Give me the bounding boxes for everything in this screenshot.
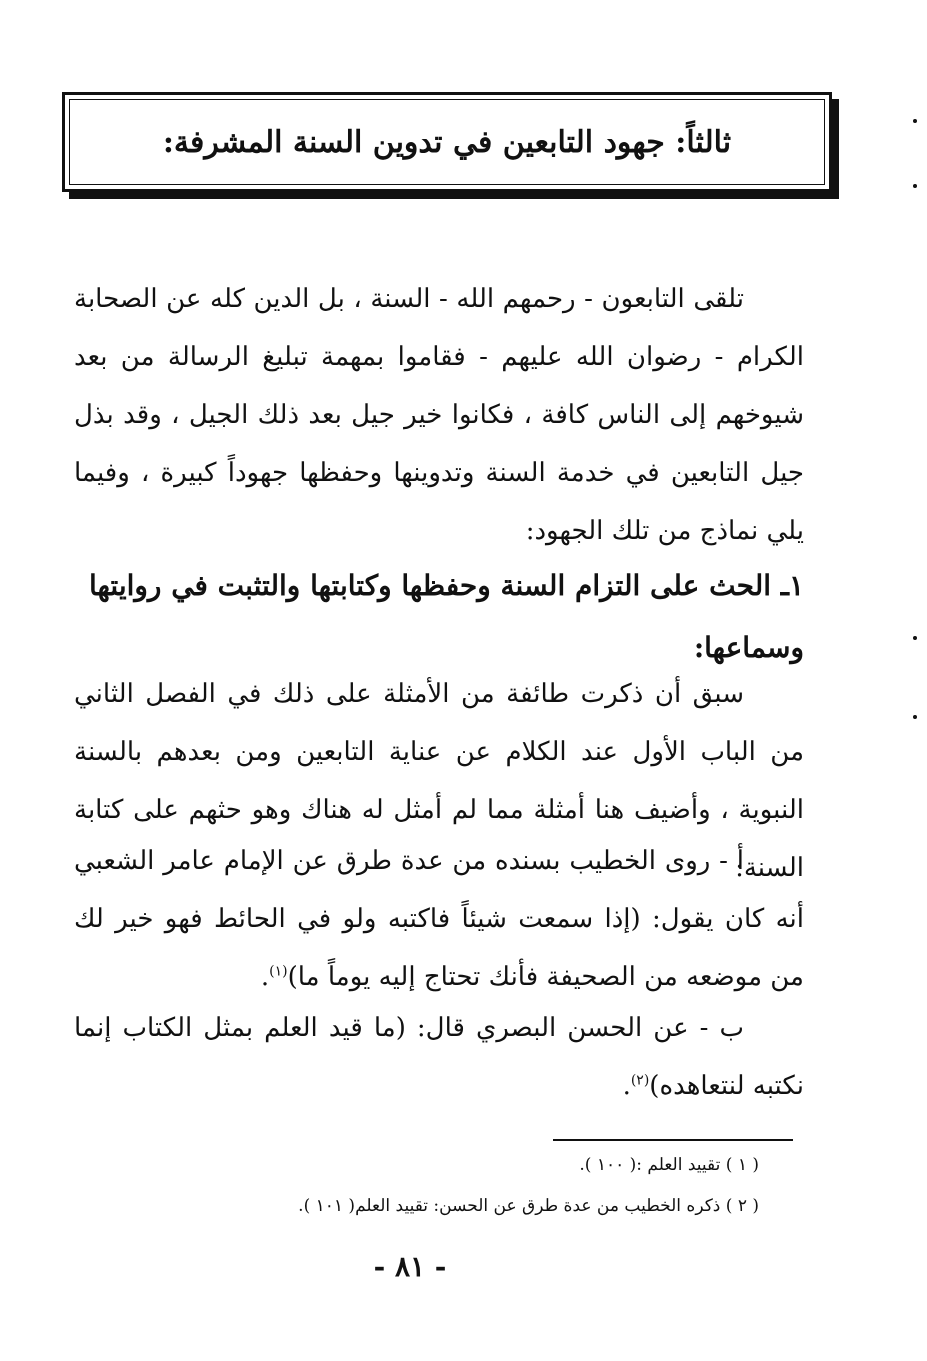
footnote-ref-1: (١) xyxy=(269,963,288,980)
footnote-1: ( ١ ) تقييد العلم :( ١٠٠ ). xyxy=(579,1155,759,1175)
paragraph-3-end: . xyxy=(260,962,270,992)
footnote-2: ( ٢ ) ذكره الخطيب من عدة طرق عن الحسن: تقييد العلم( ١٠١ ). xyxy=(298,1196,759,1216)
margin-dot xyxy=(913,184,917,188)
paragraph-3-text: أ - روى الخطيب بسنده من عدة طرق عن الإمام عامر الشعبي أنه كان يقول: (إذا سمعت شيئاً فاكتبه ولو في الحائط فهو خير لك من موضعه من الصحيفة فأنك تحتاج إليه يوماً ما) xyxy=(74,846,804,992)
footnote-ref-2: (٢) xyxy=(630,1072,650,1089)
paragraph-4-text: ب - عن الحسن البصري قال: (ما قيد العلم بمثل الكتاب إنما نكتبه لنتعاهده) xyxy=(74,1013,804,1101)
margin-dot xyxy=(913,715,917,719)
footnote-divider xyxy=(553,1139,793,1141)
section-title: ثالثاً: جهود التابعين في تدوين السنة المشرفة: xyxy=(162,124,732,160)
paragraph-4 xyxy=(74,999,804,1115)
paragraph-4-end: . xyxy=(622,1071,631,1101)
paragraph-intro-text: تلقى التابعون - رحمهم الله - السنة ، بل الدين كله عن الصحابة الكرام - رضوان الله عليهم - فقاموا بمهمة تبليغ الرسالة من بعد شيوخهم إلى الناس كافة ، فكانوا خير جيل بعد ذلك الجيل ، وقد بذل جيل التابعين في خدمة السنة وتدوينها وحفظها جهوداً كبيرة ، وفيما يلي نماذج من تلك الجهود: xyxy=(74,284,804,546)
paragraph-3 xyxy=(74,832,804,1006)
paragraph-intro xyxy=(74,270,804,560)
page-number: - ٨١ - xyxy=(373,1250,447,1283)
subheading-1: ١ـ الحث على التزام السنة وحفظها وكتابتها والتثبت في روايتها وسماعها: xyxy=(88,569,804,664)
margin-dot xyxy=(913,636,917,640)
paragraph-2: سبق أن ذكرت طائفة من الأمثلة على ذلك في الفصل الثاني من الباب الأول عند الكلام عن عناية التابعين ومن بعدهم بالسنة النبوية ، وأضيف هنا أمثلة مما لم أمثل له هناك وهو حثهم على كتابة السنة: xyxy=(74,679,804,883)
title-inner-frame xyxy=(69,99,825,185)
margin-dot xyxy=(913,119,917,123)
title-frame xyxy=(62,92,832,192)
